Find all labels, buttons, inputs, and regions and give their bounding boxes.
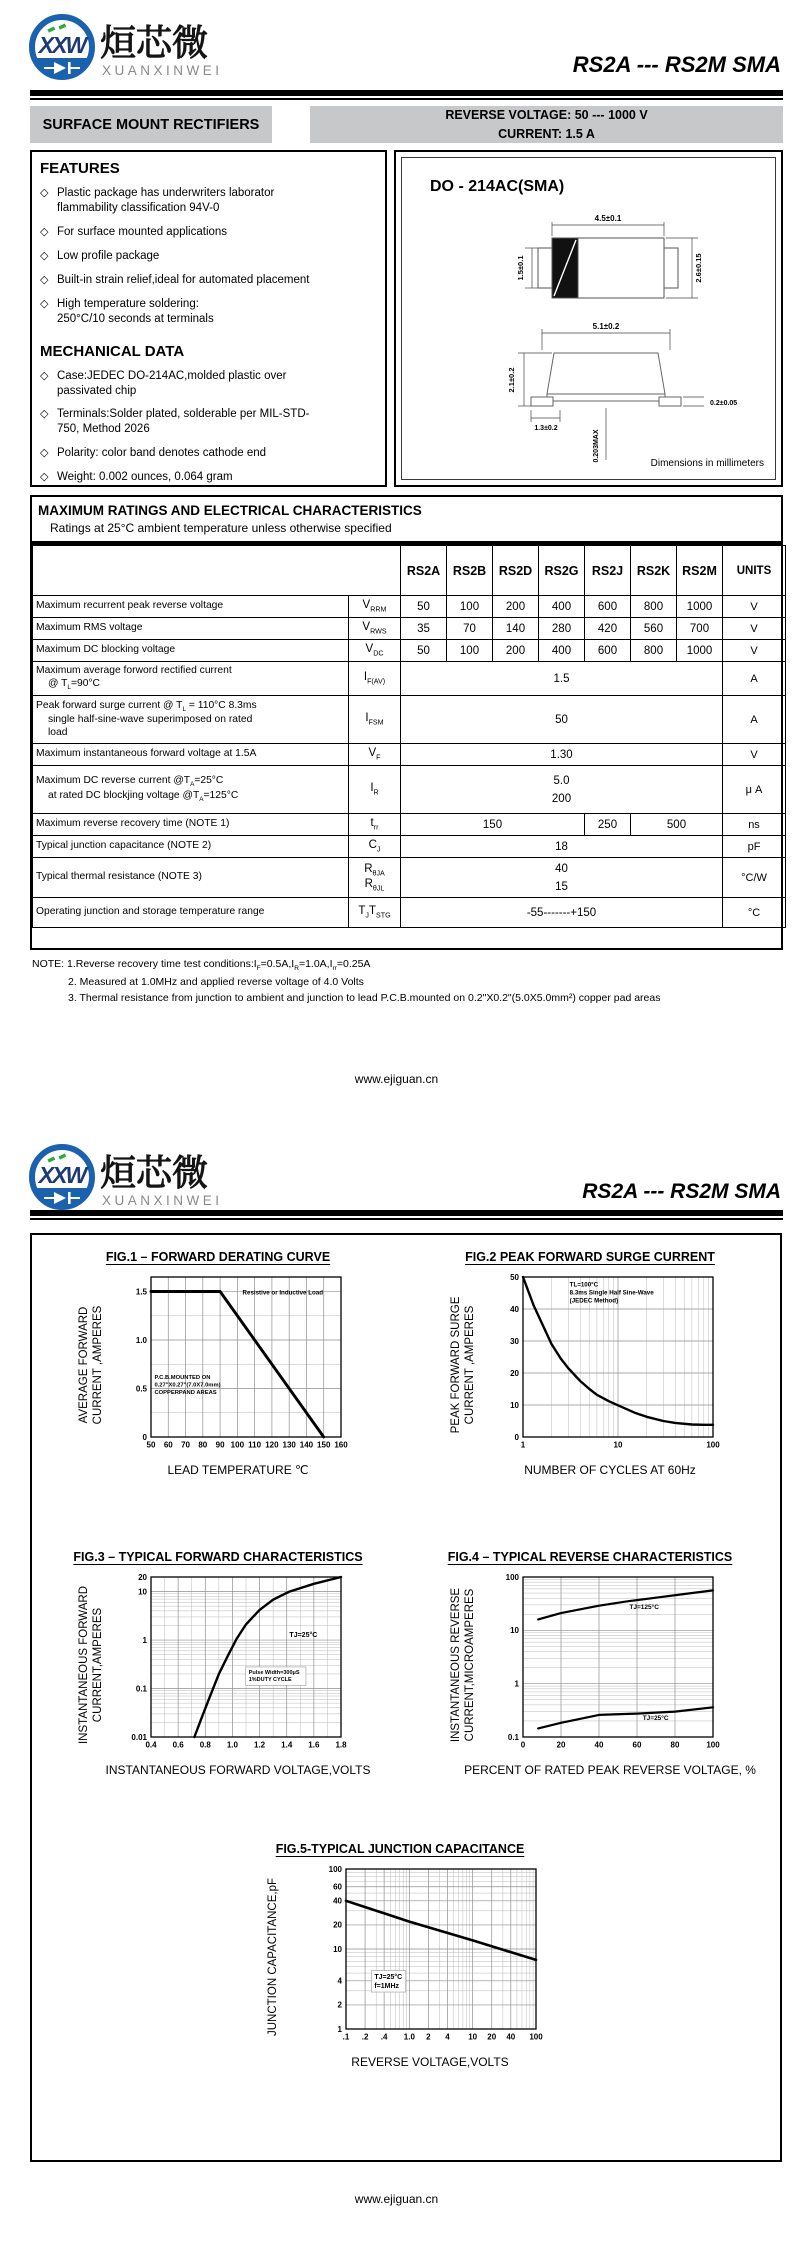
symbol-cell: $I_{F(AV)}$ [349,662,401,696]
mechanical-item [40,407,377,437]
diode-bar-icon [68,62,71,74]
tick-label: 1 [514,1679,519,1689]
ratings-table [32,545,786,928]
fig4-title: FIG.4 – TYPICAL REVERSE CHARACTERISTICS [447,1550,733,1564]
bullet-text-continued: passivated chip [57,384,137,397]
fig4-chart [481,1569,733,1761]
dim-side-height: 2.1±0.2 [507,367,516,393]
parameter-cell: Maximum recurrent peak reverse voltage [33,596,349,618]
fig5-chart [304,1861,556,2053]
annotation-text: 8.3ms Single Half Sine-Wave [569,1289,654,1297]
tick-label: 130 [282,1440,296,1450]
tick-label: 30 [510,1336,519,1346]
value-cell: 420 [585,618,631,640]
symbol-cell: $R_{\theta JA}$ $R_{\theta JL}$ [349,858,401,898]
fig3-ylabel: INSTANTANEOUS FORWARD CURRENT,AMPERES [78,1585,104,1745]
tick-label: 120 [265,1440,279,1450]
annotation-text: TJ=25°C [289,1632,318,1640]
tick-label: 100 [328,1864,342,1874]
device-column-header: RS2K [631,546,677,596]
symbol-cell: $T_JT_{STG}$ [349,898,401,928]
symbol-cell: $V_{RRM}$ [349,596,401,618]
tick-label: 2 [426,2032,431,2042]
bullet-text: Case:JEDEC DO-214AC,molded plastic over [57,369,287,382]
tick-label: 100 [230,1440,245,1450]
device-column-header: RS2G [539,546,585,596]
banner-current: CURRENT: 1.5 A [498,126,595,141]
banner-reverse-voltage: REVERSE VOLTAGE: 50 --- 1000 V [445,108,648,123]
value-cell: 1.5 [401,662,723,696]
header-rule [30,90,783,100]
value-cell: 50 [401,640,447,662]
tick-label: 1.2 [254,1740,266,1750]
tick-label: 10 [138,1587,147,1597]
annotation-text: 0.27"X0.27"(7.0X7.0mm) [154,1382,221,1389]
table-row [33,836,786,858]
tick-label: 10 [510,1400,519,1410]
value-cell: 600 [585,596,631,618]
diamond-bullet-icon: ◇ [40,297,49,310]
value-cell: 200 [493,596,539,618]
fig1-block [38,1250,398,1477]
tick-label: 0.4 [145,1740,157,1750]
fig1-chart [109,1269,361,1461]
tick-label: 140 [299,1440,314,1450]
table-row [33,814,786,836]
value-cell: 1.30 [401,744,723,766]
annotation-text: TJ=125°C [629,1604,659,1612]
diamond-bullet-icon: ◇ [40,471,49,484]
diamond-bullet-icon: ◇ [40,447,49,460]
tick-label: 50 [146,1440,156,1450]
banner-left-text: SURFACE MOUNT RECTIFIERS [42,116,260,133]
tick-label: 0.1 [507,1732,519,1742]
feature-item [40,186,377,216]
unit-cell: °C [723,898,786,928]
fig5-xlabel: REVERSE VOLTAGE,VOLTS [351,2055,509,2069]
tick-label: 50 [510,1272,519,1282]
tick-label: 40 [594,1740,604,1750]
brand-name-en: XUANXINWEI [102,63,223,78]
table-row [33,640,786,662]
symbol-cell: $C_J$ [349,836,401,858]
mechanical-item [40,470,377,485]
brand-name-cn: 烜芯微 [100,1152,209,1193]
bullet-text: High temperature soldering: [57,297,199,310]
parameter-cell: Peak forward surge current @ $T_L = 110^\circ C$ 8.3ms single half-sine-wave superimposed on rated load [33,696,349,744]
value-cell: 70 [447,618,493,640]
feature-item [40,273,377,288]
tick-label: 100 [706,1740,720,1750]
chart-border [523,1577,713,1737]
bullet-text-continued: 250°C/10 seconds at terminals [57,312,214,325]
tick-label: 60 [333,1882,342,1892]
tick-label: 1 [337,2024,342,2034]
value-cell: 100 [447,640,493,662]
dimensions-note: Dimensions in millimeters [650,458,764,469]
dim-standoff: 0.203MAX [593,429,600,463]
diamond-bullet-icon: ◇ [40,187,49,199]
tick-label: 160 [334,1440,348,1450]
fig2-xlabel: NUMBER OF CYCLES AT 60Hz [524,1463,696,1477]
tick-label: 10 [510,1626,519,1636]
unit-cell: ns [723,814,786,836]
ratings-subtitle: Ratings at 25°C ambient temperature unless otherwise specified [50,521,392,535]
bullet-text: Polarity: color band denotes cathode end [57,447,267,460]
table-row [33,858,786,898]
fig3-chart [109,1569,361,1761]
table-row [33,618,786,640]
bullet-text: Built-in strain relief,ideal for automated placement [57,273,310,286]
symbol-cell: $V_{RWS}$ [349,618,401,640]
tick-label: 100 [706,1440,720,1450]
package-top-view [538,238,678,298]
value-cell: 250 [585,814,631,836]
note-line: 3. Thermal resistance from junction to ambient and junction to lead P.C.B.mounted on 0.2"X0.2"(5.0X5.0mm²) copper pad areas [68,992,661,1005]
diode-bar-icon [68,1192,71,1204]
header-blank-cell [33,546,401,596]
site-link-bottom[interactable]: www.ejiguan.cn [354,2192,439,2206]
table-header-row [33,546,786,596]
unit-cell: V [723,596,786,618]
fig3-block [38,1550,398,1777]
value-cell: 700 [677,618,723,640]
tick-label: 100 [529,2032,543,2042]
tick-label: 20 [138,1572,147,1582]
annotation-text: (JEDEC Method) [569,1297,619,1305]
bullet-text: For surface mounted applications [57,225,228,238]
unit-cell: V [723,744,786,766]
logo-monogram: XXW [38,1162,86,1188]
annotation-text: 1%DUTY CYCLE [248,1677,292,1684]
annotation-text: P.C.B.MOUNTED ON [154,1374,211,1381]
feature-item [40,297,377,327]
fig2-chart [481,1269,733,1461]
features-list [40,186,377,327]
dim-top-width: 4.5±0.1 [594,214,622,223]
mechanical-title: MECHANICAL DATA [40,342,185,360]
tick-label: 1.0 [135,1335,147,1345]
tick-label: 70 [181,1440,190,1450]
feature-item [40,225,377,240]
parameter-cell: Maximum RMS voltage [33,618,349,640]
value-cell: 100 [447,596,493,618]
value-cell: 1000 [677,640,723,662]
tick-label: 40 [510,1304,519,1314]
fig5-title: FIG.5-TYPICAL JUNCTION CAPACITANCE [275,1842,525,1856]
fig2-block [404,1250,776,1477]
unit-cell: °C/W [723,858,786,898]
tick-label: .4 [380,2032,388,2042]
ratings-title: MAXIMUM RATINGS AND ELECTRICAL CHARACTERISTICS [38,503,422,518]
site-link-mid[interactable]: www.ejiguan.cn [354,1072,439,1086]
tick-label: 60 [163,1440,173,1450]
package-side-view [531,353,681,406]
device-column-header: RS2J [585,546,631,596]
tick-label: 1.6 [308,1740,320,1750]
value-cell: 400 [539,640,585,662]
value-cell: 1000 [677,596,723,618]
annotation-text: TL=100°C [569,1281,599,1289]
tick-label: 20 [556,1740,566,1750]
value-cell: 560 [631,618,677,640]
tick-label: 1 [520,1440,526,1450]
parameter-cell: Operating junction and storage temperature range [33,898,349,928]
table-row [33,596,786,618]
tick-label: 0.8 [199,1740,211,1750]
device-column-header: RS2D [493,546,539,596]
mechanical-list [40,369,377,486]
value-cell: 50 [401,696,723,744]
parameter-cell: Maximum instantaneous forward voltage at 1.5A [33,744,349,766]
tick-label: .2 [361,2032,369,2042]
tick-label: 0.6 [172,1740,184,1750]
units-column-header: UNITS [723,546,786,596]
dim-lead-thickness: 0.2±0.05 [710,400,738,407]
table-row [33,662,786,696]
tick-label: 20 [510,1368,519,1378]
parameter-cell: Typical junction capacitance (NOTE 2) [33,836,349,858]
tick-label: 0.01 [131,1732,147,1742]
value-cell: 35 [401,618,447,640]
tick-label: 10 [333,1944,342,1954]
series-line [346,1901,536,1960]
table-row [33,898,786,928]
tick-label: 10 [613,1440,623,1450]
unit-cell: pF [723,836,786,858]
package-inner-frame [401,157,776,480]
parameter-cell: Maximum DC reverse current $@T_A=25^\circ C$ at rated DC blockjing voltage $@T_A=125^\circ C$ [33,766,349,814]
parameter-cell: Maximum average forword rectified current @ $T_L=90^\circ C$ [33,662,349,696]
fig2-title: FIG.2 PEAK FORWARD SURGE CURRENT [465,1250,715,1264]
tick-label: 60 [632,1740,642,1750]
symbol-cell: $I_R$ [349,766,401,814]
fig2-ylabel: PEAK FORWARD SURGE CURRENT ,AMPERES [450,1296,476,1434]
diamond-bullet-icon: ◇ [40,369,49,382]
unit-cell: A [723,662,786,696]
fig1-ylabel: AVERAGE FORWARD CURRENT ,AMPERES [78,1305,104,1425]
parameter-cell: Maximum DC blocking voltage [33,640,349,662]
features-title: FEATURES [40,160,120,177]
annotation-text: COPPERPAND AREAS [154,1390,217,1397]
tick-label: 2 [337,2000,342,2010]
diamond-bullet-icon: ◇ [40,408,49,421]
device-column-header: RS2A [401,546,447,596]
ratings-box [30,495,783,950]
fig3-xlabel: INSTANTANEOUS FORWARD VOLTAGE,VOLTS [105,1763,371,1777]
bullet-text: Weight: 0.002 ounces, 0.064 gram [57,471,233,484]
dim-body-height: 2.6±0.15 [694,253,703,283]
series-line [194,1577,341,1737]
fig4-ylabel: INSTANTANEOUS REVERSE CURRENT,MICROAMPERES [450,1587,476,1743]
annotation-text: TJ=25°C [374,1974,403,1982]
brand-name-cn: 烜芯微 [100,22,209,63]
tick-label: 0.1 [135,1684,147,1694]
tick-label: 20 [333,1920,342,1930]
package-outline-box [394,150,783,487]
value-cell: 600 [585,640,631,662]
value-cell: 200 [493,640,539,662]
tick-label: 90 [215,1440,225,1450]
diamond-bullet-icon: ◇ [40,273,49,286]
tick-label: .1 [342,2032,350,2042]
tick-label: 80 [198,1440,208,1450]
unit-cell: μ A [723,766,786,814]
tick-label: 1.5 [135,1287,147,1297]
note-line: 2. Measured at 1.0MHz and applied reverse voltage of 4.0 Volts [68,976,364,989]
bullet-text: Terminals:Solder plated, solderable per MIL-STD- [57,408,310,421]
value-cell: 18 [401,836,723,858]
fig5-block [200,1842,600,2069]
features-box [30,150,387,487]
bullet-text: Low profile package [57,249,160,262]
ratings-notes [32,956,782,1007]
value-cell: 500 [631,814,723,836]
diamond-bullet-icon: ◇ [40,225,49,238]
dim-lead-length: 1.3±0.2 [534,425,558,432]
symbol-cell: $V_F$ [349,744,401,766]
brand-logo [26,8,326,88]
tick-label: 110 [248,1440,262,1450]
fig1-title: FIG.1 – FORWARD DERATING CURVE [105,1250,331,1264]
brand-logo-page2 [26,1138,326,1218]
value-cell: 50 [401,596,447,618]
tick-label: 0 [520,1740,526,1750]
package-title: DO - 214AC(SMA) [430,178,565,195]
unit-cell: V [723,618,786,640]
tick-label: 1.8 [335,1740,347,1750]
value-cell: 150 [401,814,585,836]
fig5-ylabel: JUNCTION CAPACITANCE,pF [267,1877,280,2037]
symbol-cell: $t_{rr}$ [349,814,401,836]
annotation-text: Resistive or Inductive Load [242,1289,324,1297]
brand-name-en: XUANXINWEI [102,1193,223,1208]
tick-label: 1.0 [403,2032,415,2042]
unit-cell: A [723,696,786,744]
tick-label: 80 [670,1740,680,1750]
device-column-header: RS2B [447,546,493,596]
value-cell: -55-------+150 [401,898,723,928]
bullet-text-continued: flammability classification 94V-0 [57,201,220,214]
tick-label: 4 [337,1976,342,1986]
symbol-cell: $I_{FSM}$ [349,696,401,744]
value-cell: 280 [539,618,585,640]
mechanical-item [40,446,377,461]
fig1-xlabel: LEAD TEMPERATURE ℃ [167,1463,309,1477]
tick-label: 0 [142,1432,147,1442]
fig4-block [404,1550,776,1777]
parameter-cell: Typical thermal resistance (NOTE 3) [33,858,349,898]
value-cell: 400 [539,596,585,618]
fig3-title: FIG.3 – TYPICAL FORWARD CHARACTERISTICS [73,1550,363,1564]
dim-band: 1.5±0.1 [516,255,525,281]
annotation-text: TJ=25°C [642,1714,669,1722]
value-cell: 140 [493,618,539,640]
series-line [538,1707,713,1728]
annotation-text: Pulse Width=300μS [248,1669,300,1676]
tick-label: 0.5 [135,1384,147,1394]
bullet-text-continued: 750, Method 2026 [57,423,150,436]
part-range-title-page1: RS2A --- RS2M SMA [572,52,781,77]
value-cell: 40 15 [401,858,723,898]
value-cell: 800 [631,640,677,662]
symbol-cell: $V_{DC}$ [349,640,401,662]
device-column-header: RS2M [677,546,723,596]
table-row [33,766,786,814]
tick-label: 20 [487,2032,497,2042]
tick-label: 40 [333,1896,342,1906]
bullet-text: Plastic package has underwriters laborator [57,187,275,199]
banner-ratings-summary [310,106,783,143]
tick-label: 100 [505,1572,519,1582]
unit-cell: V [723,640,786,662]
parameter-cell: Maximum reverse recovery time (NOTE 1) [33,814,349,836]
tick-label: 40 [506,2032,516,2042]
mechanical-item [40,369,377,399]
table-row [33,696,786,744]
tick-label: 1.0 [226,1740,238,1750]
diamond-bullet-icon: ◇ [40,249,49,262]
feature-item [40,249,377,264]
fig4-xlabel: PERCENT OF RATED PEAK REVERSE VOLTAGE, % [464,1763,756,1777]
tick-label: 0 [514,1432,519,1442]
value-cell: 5.0 200 [401,766,723,814]
tick-label: 1 [142,1635,147,1645]
note-line: NOTE: 1.Reverse recovery time test $conditions:I_F=0.5A,I_R=1.0A,I_{rr}=0.25A$ [32,958,371,973]
tick-label: 4 [445,2032,450,2042]
value-cell: 800 [631,596,677,618]
tick-label: 1.4 [281,1740,293,1750]
header-rule-page2 [30,1210,783,1220]
banner-product-type [30,106,272,143]
dim-overall-width: 5.1±0.2 [592,322,620,331]
part-range-title-page2: RS2A --- RS2M SMA [582,1180,781,1203]
package-drawing [402,198,777,488]
annotation-text: f=1MHz [374,1982,400,1990]
tick-label: 10 [468,2032,478,2042]
tick-label: 150 [317,1440,331,1450]
table-row [33,744,786,766]
logo-monogram: XXW [38,32,86,58]
